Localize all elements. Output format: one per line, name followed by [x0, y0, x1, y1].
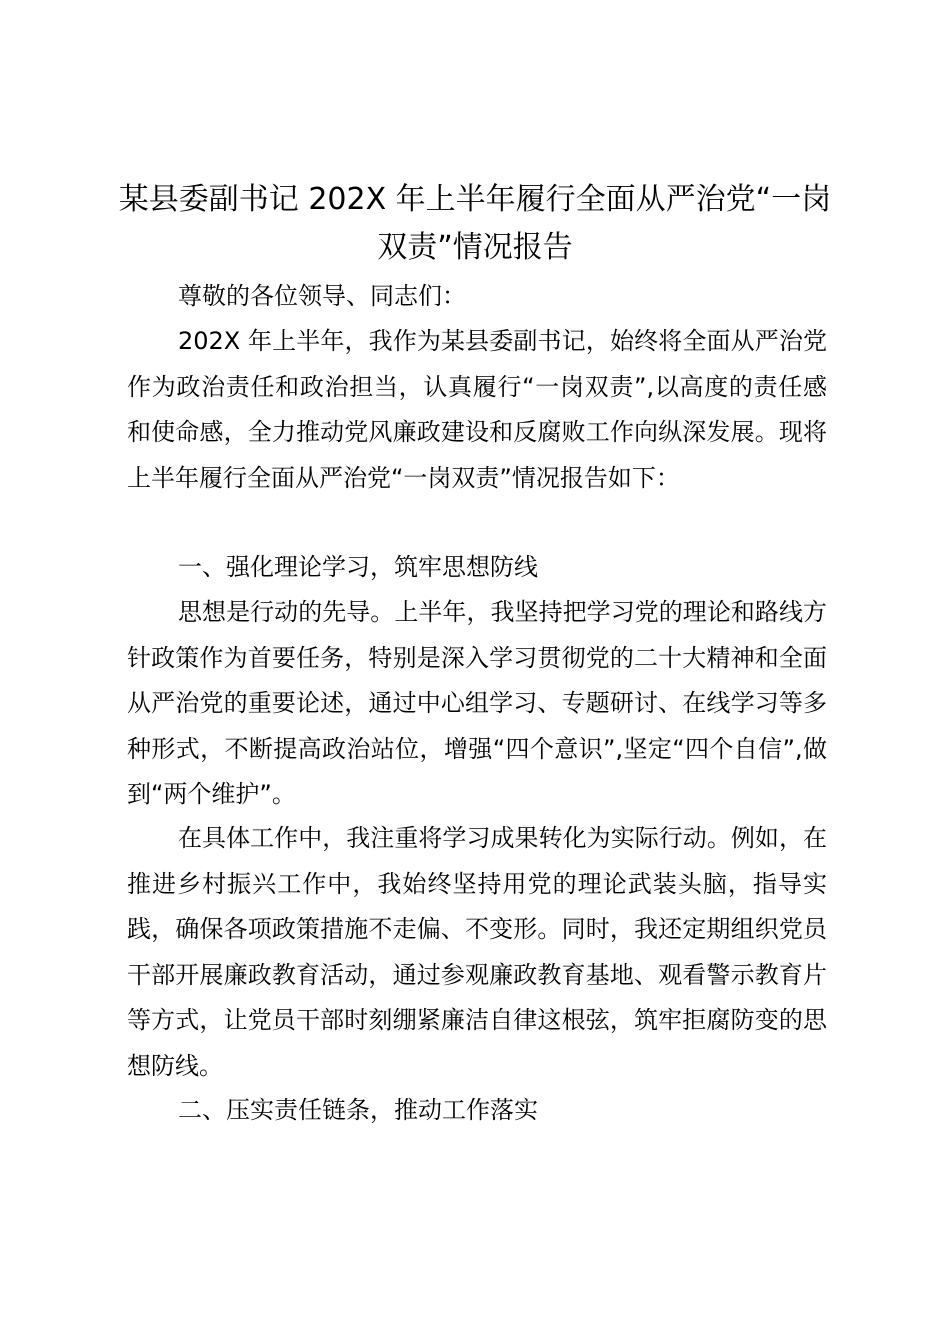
section-heading-2: 二、压实责任链条，推动工作落实 — [178, 1096, 538, 1124]
section-heading-1: 一、强化理论学习，筑牢思想防线 — [178, 553, 538, 581]
salutation: 尊敬的各位领导、同志们： — [178, 282, 466, 310]
paragraph-intro: 202X 年上半年，我作为某县委副书记，始终将全面从严治党作为政治责任和政治担当，认真履行“一岗双责”,以高度的责任感和使命感，全力推动党风廉政建设和反腐败工作向纵深发展。现将上半年履行全面从严治党“一岗双责”情况报告如下： — [127, 327, 827, 492]
paragraph-theory-study: 思想是行动的先导。上半年，我坚持把学习党的理论和路线方针政策作为首要任务，特别是深入学习贯彻党的二十大精神和全面从严治党的重要论述，通过中心组学习、专题研讨、在线学习等多种形式，不断提高政治站位，增强“四个意识”,坚定“四个自信”,做到“两个维护”。 — [127, 598, 827, 808]
document-title: 某县委副书记 202X 年上半年履行全面从严治党“一岗双责”情况报告 — [118, 182, 832, 265]
paragraph-practice: 在具体工作中，我注重将学习成果转化为实际行动。例如，在推进乡村振兴工作中，我始终坚持用党的理论武装头脑，指导实践，确保各项政策措施不走偏、不变形。同时，我还定期组织党员干部开展廉政教育活动，通过参观廉政教育基地、观看警示教育片等方式，让党员干部时刻绷紧廉洁自律这根弦，筑牢拒腐防变的思想防线。 — [127, 824, 827, 1080]
